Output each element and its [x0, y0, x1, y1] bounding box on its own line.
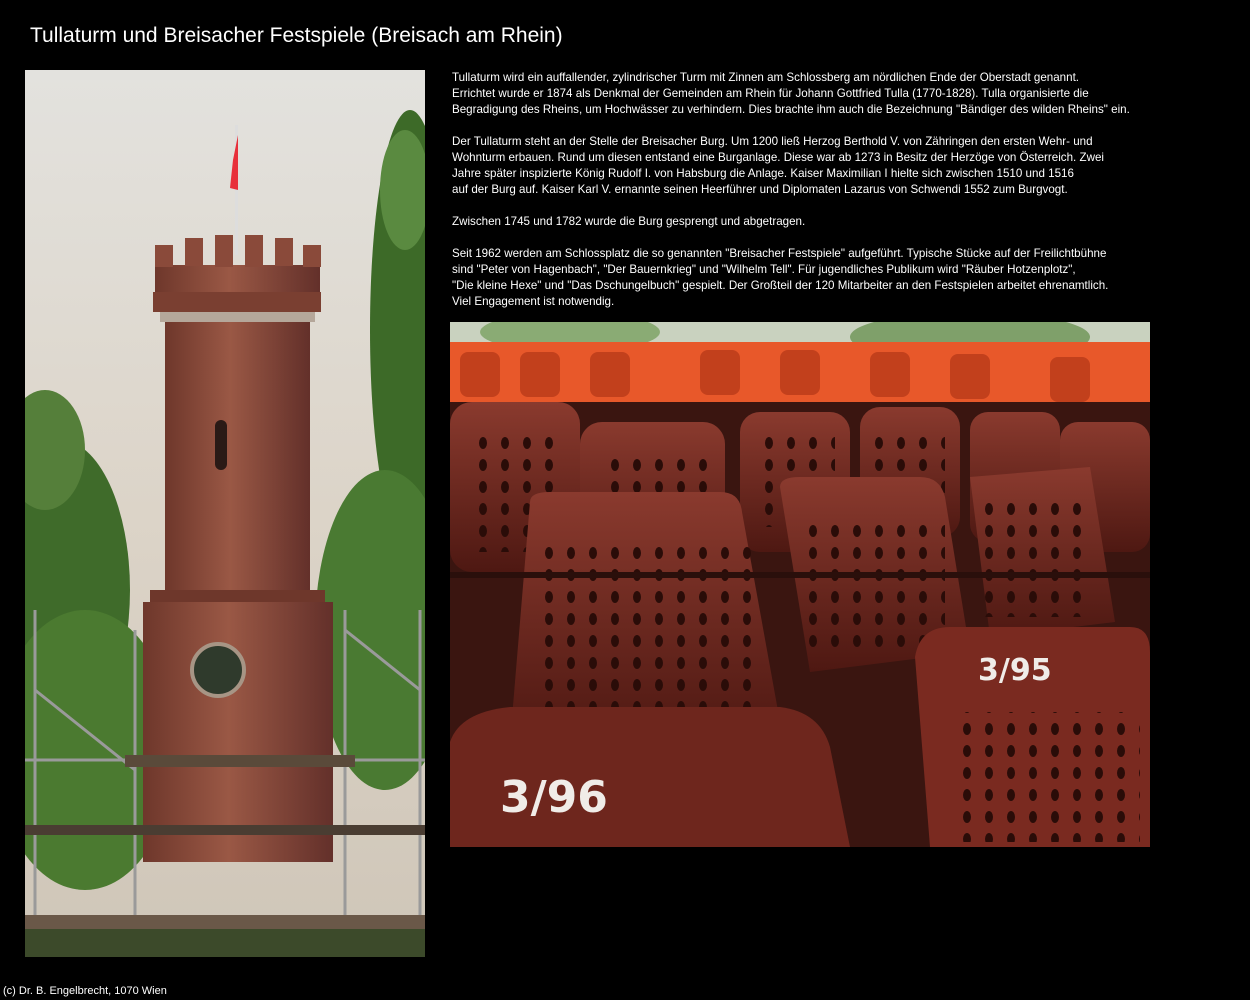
seat-number-label: 3/95	[978, 653, 1052, 688]
seat-number-label: 3/96	[500, 772, 608, 823]
seats-illustration	[450, 322, 1150, 847]
copyright-footer: (c) Dr. B. Engelbrecht, 1070 Wien	[3, 985, 167, 997]
tower-photo	[25, 70, 425, 957]
article-text	[452, 70, 1212, 310]
paragraph-sprengung: Zwischen 1745 und 1782 wurde die Burg gesprengt und abgetragen.	[452, 215, 806, 228]
paragraph-burg: Der Tullaturm steht an der Stelle der Breisacher Burg. Um 1200 ließ Herzog Berthold V. von Zähringen den ersten Wehr- und Wohnturm erbauen. Rund um diesen entstand eine Burganlage. Diese war ab 1273 in Besitz der Herzöge von Österreich. Zwei Jahre später inspizierte König Rudolf I. von Habsburg die Anlage. Kaiser Maximilian I hielte sich zwischen 1510 und 1516 auf der Burg auf. Kaiser Karl V. ernannte seinen Heerführer und Diplomaten Lazarus von Schwendi 1552 zum Burgvogt.	[452, 135, 1104, 196]
tower-illustration	[25, 70, 425, 957]
paragraph-tullaturm: Tullaturm wird ein auffallender, zylindrischer Turm mit Zinnen am Schlossberg am nördlichen Ende der Oberstadt genannt. Errichtet wurde er 1874 als Denkmal der Gemeinden am Rhein für Johann Gottfried Tulla (1770-1828). Tulla organisierte die Begradigung des Rheins, um Hochwässer zu verhindern. Dies brachte ihm auch die Bezeichnung "Bändiger des wilden Rheins" ein.	[452, 71, 1130, 116]
paragraph-festspiele: Seit 1962 werden am Schlossplatz die so genannten "Breisacher Festspiele" aufgeführt. Typische Stücke auf der Freilichtbühne sind "Peter von Hagenbach", "Der Bauernkrieg" und "Wilhelm Tell". Für jugendliches Publikum wird "Räuber Hotzenplotz", "Die kleine Hexe" und "Das Dschungelbuch" gespielt. Der Großteil der 120 Mitarbeiter an den Festspielen arbeitet ehrenamtlich. Viel Engagement ist notwendig.	[452, 247, 1109, 308]
seats-photo	[450, 322, 1150, 847]
page-title: Tullaturm und Breisacher Festspiele (Breisach am Rhein)	[30, 24, 563, 47]
